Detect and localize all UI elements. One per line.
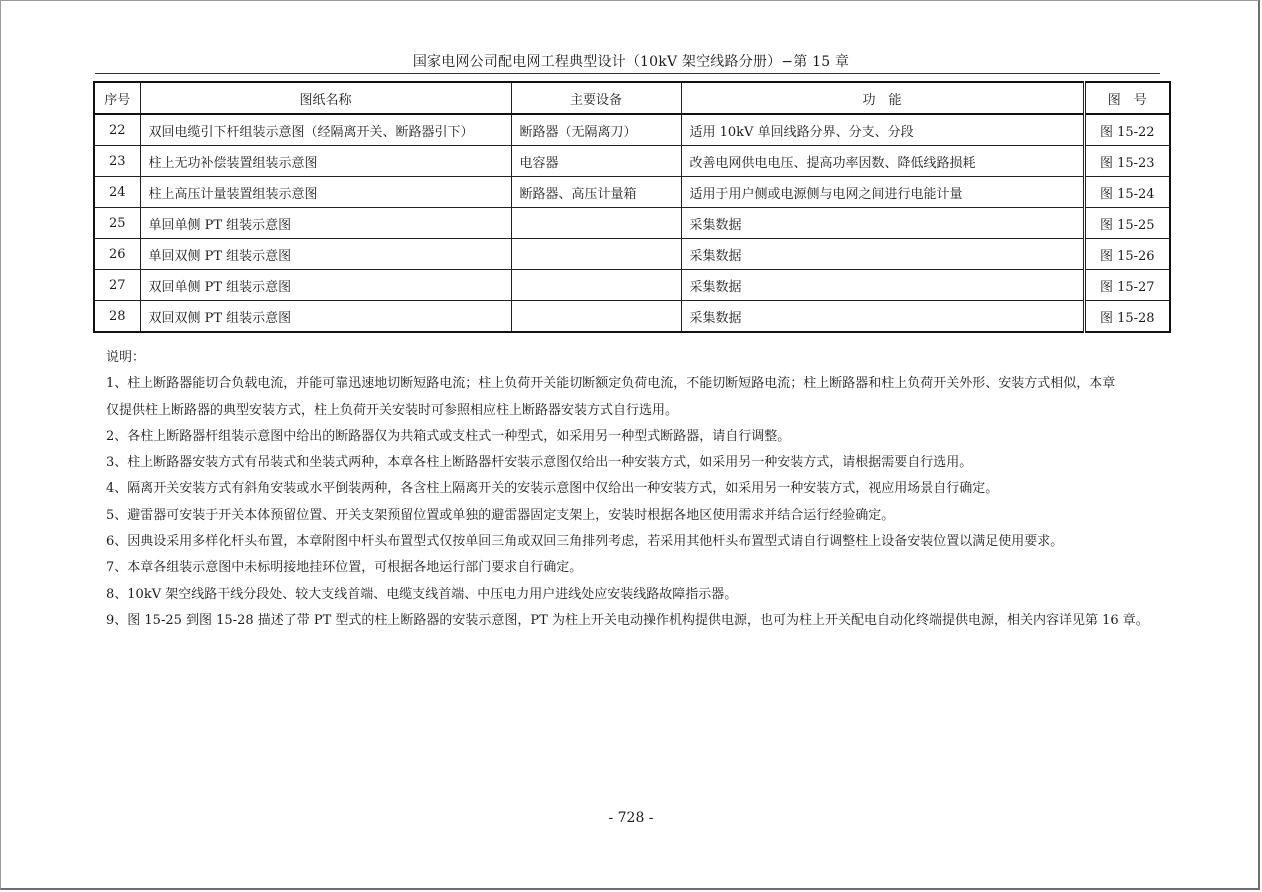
page-number: - 728 - — [608, 810, 654, 826]
cell-equipment — [511, 208, 681, 239]
cell-drawing-name: 双回单侧 PT 组装示意图 — [140, 270, 511, 301]
cell-function: 采集数据 — [681, 270, 1084, 301]
cell-equipment: 断路器（无隔离刀） — [511, 114, 681, 146]
header-figure-number: 图 号 — [1084, 82, 1170, 114]
cell-index: 27 — [94, 270, 140, 301]
cell-function: 改善电网供电电压、提高功率因数、降低线路损耗 — [681, 146, 1084, 177]
cell-drawing-name: 柱上高压计量装置组装示意图 — [140, 177, 511, 208]
cell-index: 23 — [94, 146, 140, 177]
table-row — [94, 177, 1170, 208]
table-row — [94, 208, 1170, 239]
notes-section — [106, 345, 1166, 634]
cell-drawing-name: 单回双侧 PT 组装示意图 — [140, 239, 511, 270]
cell-equipment: 断路器、高压计量箱 — [511, 177, 681, 208]
table-row — [94, 114, 1170, 146]
note-line: 4、隔离开关安装方式有斜角安装或水平倒装两种，各含柱上隔离开关的安装示意图中仅给出一种安装方式，如采用另一种安装方式，视应用场景自行确定。 — [106, 481, 999, 497]
note-line: 1、柱上断路器能切合负载电流，并能可靠迅速地切断短路电流；柱上负荷开关能切断额定负荷电流，不能切断短路电流；柱上断路器和柱上负荷开关外形、安装方式相似，本章 — [106, 376, 1116, 392]
note-line: 8、10kV 架空线路干线分段处、较大支线首端、电缆支线首端、中压电力用户进线处应安装线路故障指示器。 — [106, 586, 738, 602]
table-row — [94, 146, 1170, 177]
cell-index: 28 — [94, 301, 140, 333]
drawing-index-table — [93, 81, 1171, 333]
cell-function: 采集数据 — [681, 301, 1084, 333]
table-row — [94, 270, 1170, 301]
cell-equipment — [511, 239, 681, 270]
cell-function: 适用于用户侧或电源侧与电网之间进行电能计量 — [681, 177, 1084, 208]
note-line: 7、本章各组装示意图中未标明接地挂环位置，可根据各地运行部门要求自行确定。 — [106, 560, 583, 576]
cell-function: 采集数据 — [681, 239, 1084, 270]
cell-drawing-name: 双回电缆引下杆组装示意图（经隔离开关、断路器引下） — [140, 114, 511, 146]
cell-figure-number: 图 15-22 — [1084, 114, 1170, 146]
note-line: 9、图 15-25 到图 15-28 描述了带 PT 型式的柱上断路器的安装示意图，PT 为柱上开关电动操作机构提供电源，也可为柱上开关配电自动化终端提供电源，相关内容详见第 16 章。 — [106, 612, 1149, 628]
header-index: 序号 — [94, 82, 140, 114]
cell-drawing-name: 单回单侧 PT 组装示意图 — [140, 208, 511, 239]
table-row — [94, 239, 1170, 270]
header-equipment: 主要设备 — [511, 82, 681, 114]
table-row — [94, 301, 1170, 333]
note-line: 5、避雷器可安装于开关本体预留位置、开关支架预留位置或单独的避雷器固定支架上，安装时根据各地区使用需求并结合运行经验确定。 — [106, 507, 895, 523]
page-header-title: 国家电网公司配电网工程典型设计（10kV 架空线路分册）−第 15 章 — [412, 54, 850, 70]
note-line: 2、各柱上断路器杆组装示意图中给出的断路器仅为共箱式或支柱式一种型式，如采用另一种型式断路器，请自行调整。 — [106, 428, 791, 444]
cell-figure-number: 图 15-28 — [1084, 301, 1170, 333]
cell-figure-number: 图 15-27 — [1084, 270, 1170, 301]
cell-drawing-name: 柱上无功补偿装置组装示意图 — [140, 146, 511, 177]
cell-index: 25 — [94, 208, 140, 239]
cell-function: 采集数据 — [681, 208, 1084, 239]
note-line: 3、柱上断路器安装方式有吊装式和坐装式两种，本章各柱上断路器杆安装示意图仅给出一种安装方式，如采用另一种安装方式，请根据需要自行选用。 — [106, 455, 973, 471]
cell-equipment — [511, 270, 681, 301]
cell-equipment — [511, 301, 681, 333]
cell-figure-number: 图 15-26 — [1084, 239, 1170, 270]
note-line: 仅提供柱上断路器的典型安装方式，柱上负荷开关安装时可参照相应柱上断路器安装方式自行选用。 — [106, 402, 679, 418]
note-line: 6、因典设采用多样化杆头布置，本章附图中杆头布置型式仅按单回三角或双回三角排列考虑，若采用其他杆头布置型式请自行调整柱上设备安装位置以满足使用要求。 — [106, 534, 1064, 550]
header-divider — [95, 73, 1160, 74]
notes-heading: 说明： — [106, 350, 146, 365]
cell-figure-number: 图 15-23 — [1084, 146, 1170, 177]
table-header-row — [94, 82, 1170, 114]
cell-figure-number: 图 15-25 — [1084, 208, 1170, 239]
cell-index: 26 — [94, 239, 140, 270]
cell-function: 适用 10kV 单回线路分界、分支、分段 — [681, 114, 1084, 146]
cell-drawing-name: 双回双侧 PT 组装示意图 — [140, 301, 511, 333]
header-drawing-name: 图纸名称 — [140, 82, 511, 114]
header-function: 功 能 — [681, 82, 1084, 114]
cell-equipment: 电容器 — [511, 146, 681, 177]
cell-index: 22 — [94, 114, 140, 146]
cell-index: 24 — [94, 177, 140, 208]
cell-figure-number: 图 15-24 — [1084, 177, 1170, 208]
